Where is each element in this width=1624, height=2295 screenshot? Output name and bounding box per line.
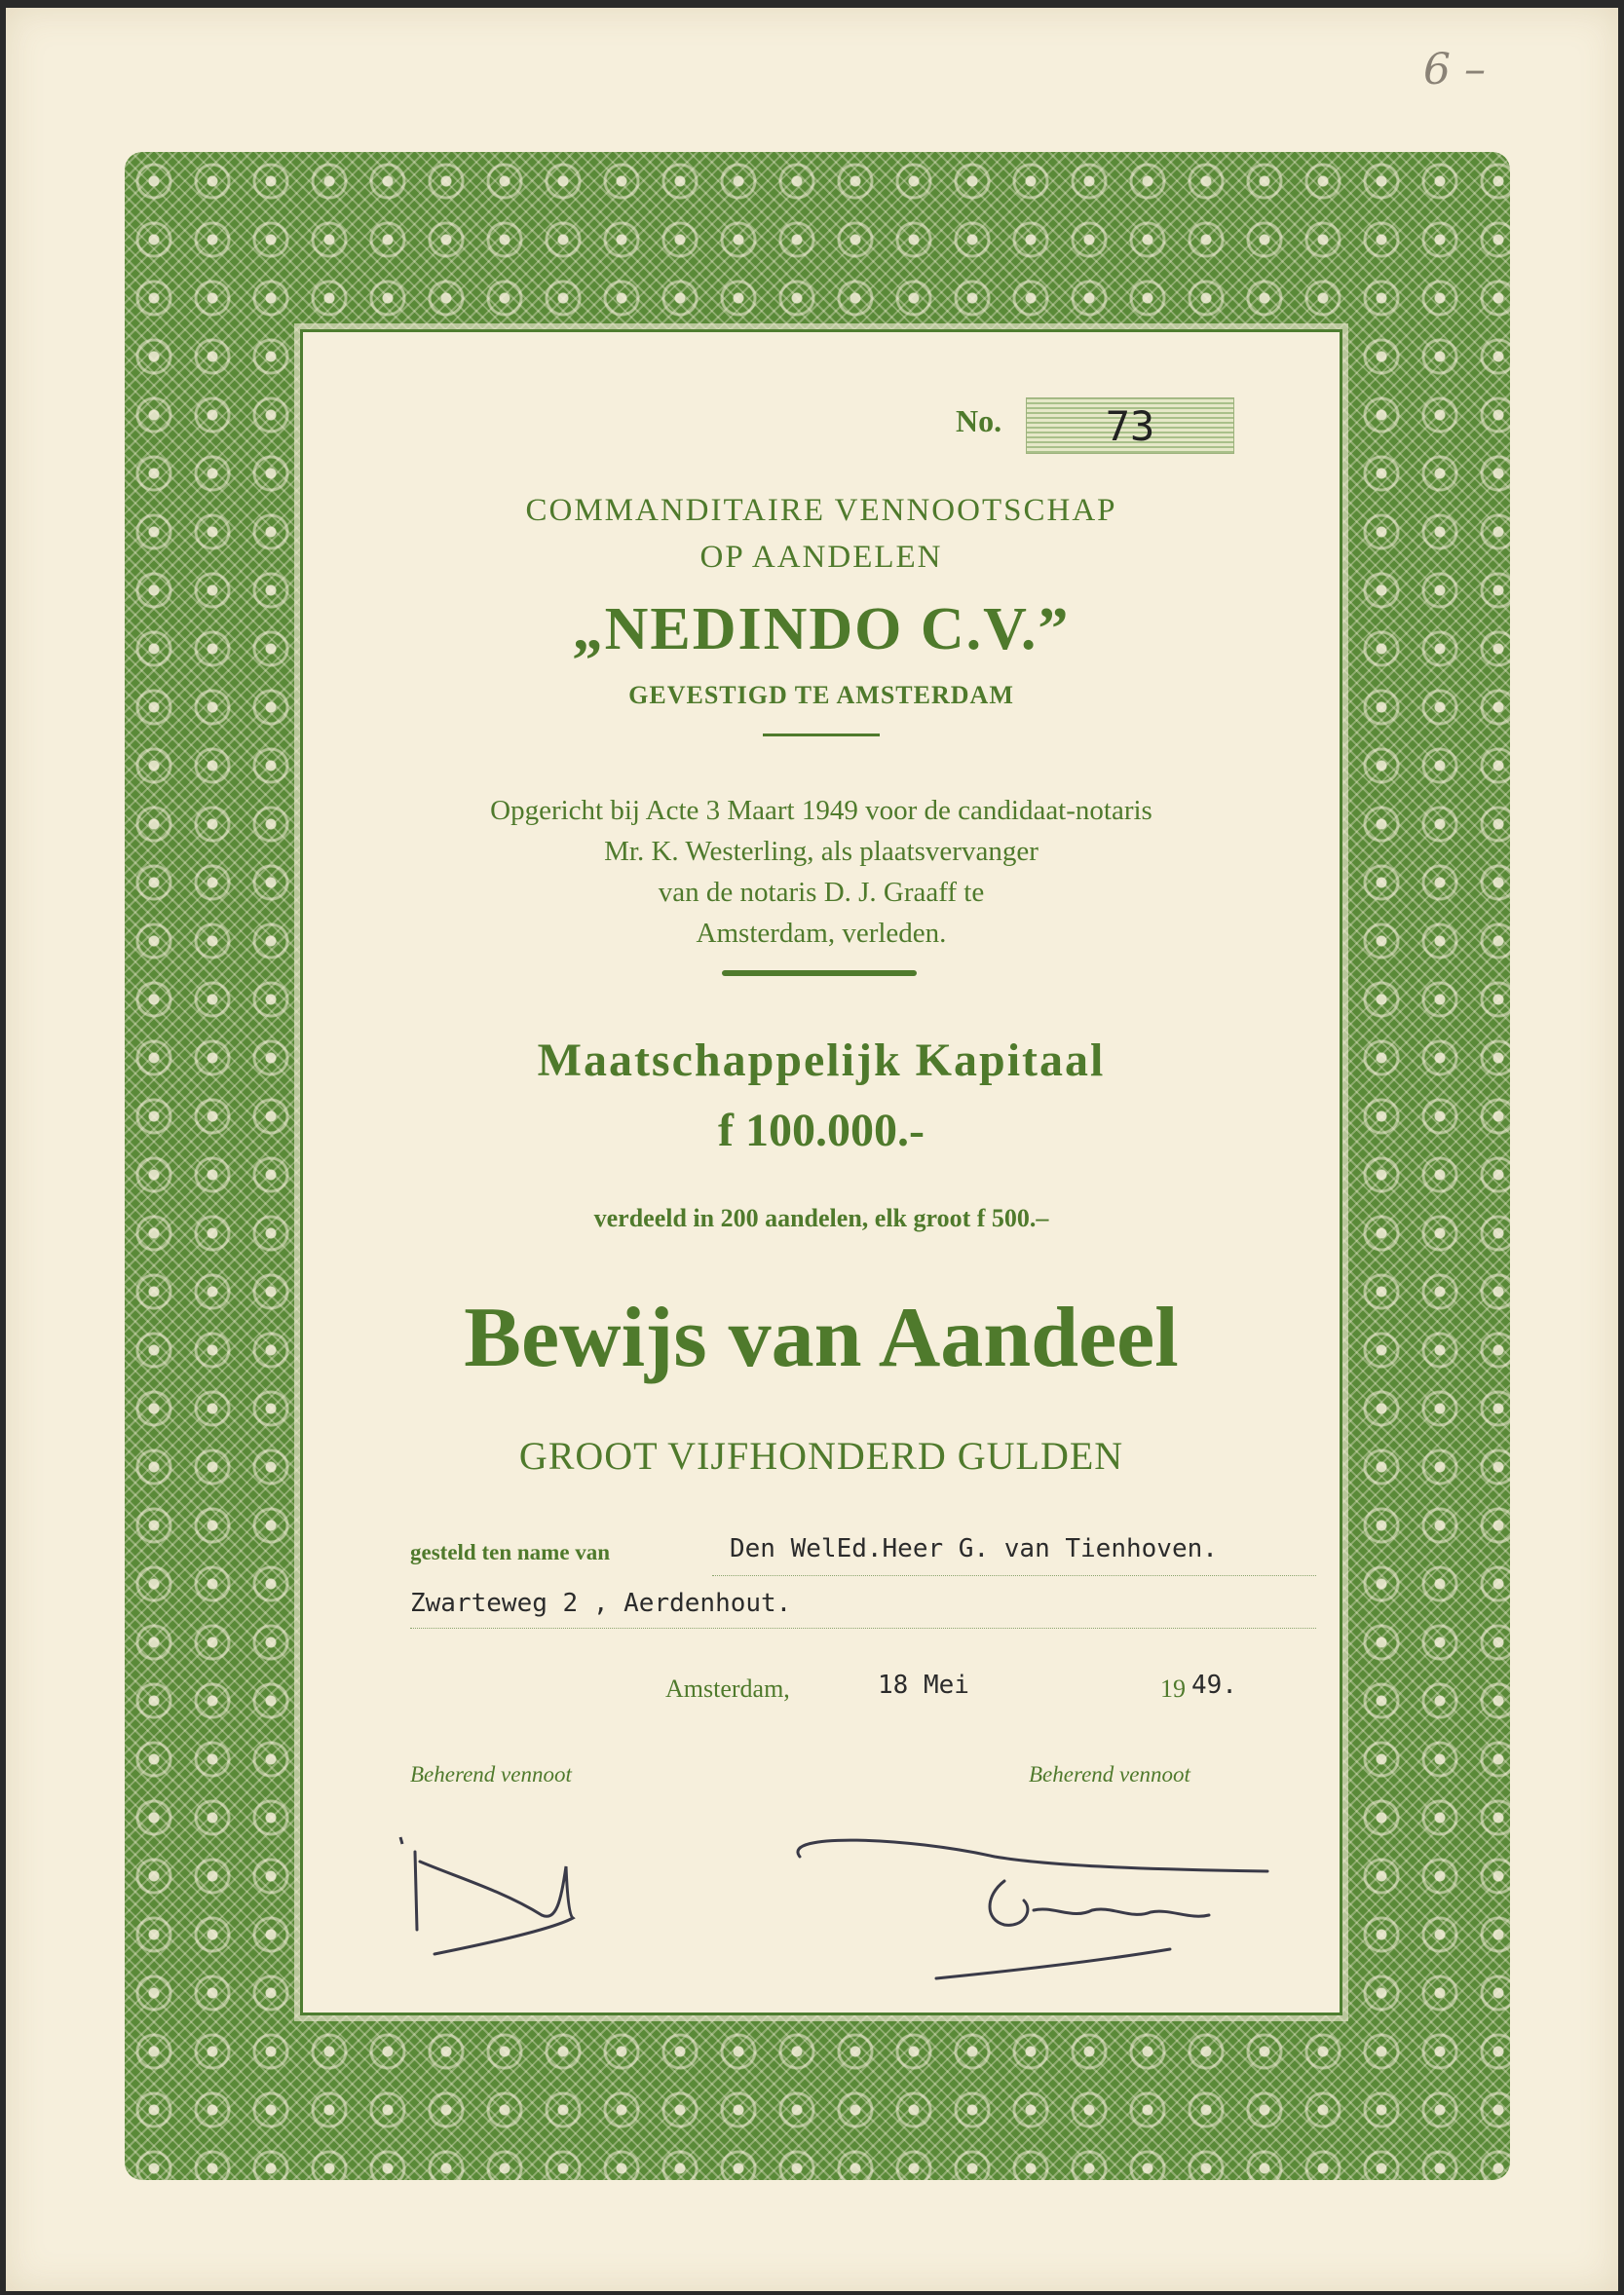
certificate-body: [300, 329, 1342, 2015]
certificate-subtitle: GROOT VIJFHONDERD GULDEN: [518, 1434, 1124, 1478]
company-type-line1: COMMANDITAIRE VENNOOTSCHAP: [525, 493, 1117, 528]
year-suffix: 49.: [1191, 1671, 1237, 1700]
number-label: No.: [956, 403, 1002, 438]
place: Amsterdam,: [665, 1674, 790, 1703]
holder-line: [712, 1575, 1316, 1576]
holder-label: gesteld ten name van: [410, 1540, 611, 1564]
year-prefix: 19: [1160, 1674, 1186, 1703]
signatory-left-label: Beherend vennoot: [410, 1762, 572, 1787]
pencil-annotation: 6 –: [1423, 45, 1486, 94]
capital-heading: Maatschappelijk Kapitaal: [537, 1035, 1106, 1086]
certificate-title: Bewijs van Aandeel: [464, 1291, 1179, 1385]
address-line: [410, 1628, 1316, 1629]
signatory-right-label: Beherend vennoot: [1029, 1762, 1190, 1787]
founding-line: Opgericht bij Acte 3 Maart 1949 voor de candidaat-notaris: [490, 795, 1152, 826]
founding-line: van de notaris D. J. Graaff te: [658, 877, 985, 908]
capital-amount: f 100.000.-: [718, 1105, 925, 1156]
company-name: „NEDINDO C.V.”: [572, 596, 1071, 662]
divider-tapered: [722, 970, 917, 976]
capital-division: verdeeld in 200 aandelen, elk groot f 500.–: [593, 1204, 1049, 1232]
founding-line: Mr. K. Westerling, als plaatsvervanger: [604, 836, 1039, 867]
divider-short: [763, 734, 880, 736]
signature-right: [761, 1813, 1287, 1998]
number-box: [1026, 397, 1234, 454]
date-day-month: 18 Mei: [878, 1671, 969, 1700]
holder-name: Den WelEd.Heer G. van Tienhoven.: [730, 1534, 1218, 1563]
holder-address: Zwarteweg 2 , Aerdenhout.: [410, 1589, 792, 1618]
company-type-line2: OP AANDELEN: [699, 540, 943, 575]
number-value: 73: [1105, 402, 1155, 450]
certificate-paper: [6, 8, 1618, 2291]
founding-text: [303, 790, 1340, 954]
company-seat: GEVESTIGD TE AMSTERDAM: [628, 681, 1014, 709]
signature-left: [396, 1823, 688, 1978]
founding-line: Amsterdam, verleden.: [696, 918, 947, 949]
